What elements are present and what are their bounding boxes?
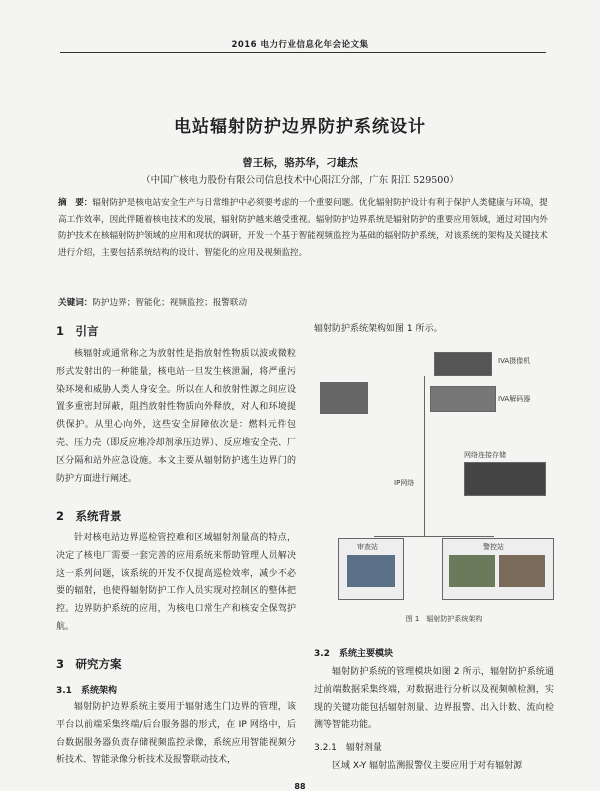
label-iva-decoder: IVA解码器 [498,395,531,403]
authors: 曾王标，骆苏华，刁雄杰 [242,157,358,169]
monitor-icon [449,555,495,587]
keywords-label: 关键词： [58,298,93,308]
monitor-icon [499,555,545,587]
network-line [424,376,425,536]
keywords-text: 防护边界；智能化；视频监控；报警联动 [92,298,248,308]
section-3-2-1-heading: 3.2.1 辐射剂量 [314,743,382,753]
section-3-2-paragraph: 辐射防护系统的管理模块如图 2 所示，辐射防护系统通过前端数据采集终端，对数据进行分析以及视频帧检测，实现的关键功能包括辐射剂量、边界报警、出入计数、流向检测等智能功能。 [314,667,554,731]
section-3-1-paragraph: 辐射防护边界系统主要用于辐射逃生门边界的管理，该平台以前端采集终端/后台服务器的形式，在 IP 网络中，后台数据服务器负责存储视频监控录像，系统应用智能视频分析技术、智能录像分析技术及报警联动技术， [56,702,296,766]
monitoring-station [442,538,554,600]
decoder-icon [430,386,496,412]
header-rule [60,52,546,53]
section-2-heading: 2 系统背景 [56,509,122,523]
section-2-paragraph: 针对核电站边界巡检管控难和区域辐射剂量高的特点，决定了核电厂需要一套完善的应用系统来帮助管理人员解决这一系列问题，该系统的开发不仅提高巡检效率，减少不必要的辐射，也使得辐射防护工作人员实现对控制区的整体把控。边界防护系统的应用，为核电口常生产和核安全保驾护航。 [56,533,296,632]
monitor-icon [347,555,395,587]
label-storage: 网络连接存储 [464,451,506,459]
label-ip-network: IP网络 [394,479,415,487]
storage-icon [464,462,546,496]
camera-icon [434,352,492,376]
abstract-text: 辐射防护是核电站安全生产与日常维护中必须要考虑的一个重要问题。优化辐射防护设计有利于保护人类健康与环境，提高工作效率，因此伴随着核电技术的发展，辐射防护越来越受重视。辐射防护边界系统是辐射防护的重要应用领域，通过对国内外防护技术在核辐射防护领域的应用和现状的调研，开发一个基于智能视频监控为基础的辐射防护系统，对该系统的架构及关键技术进行介绍，主要包括系统结构的设计、智能化的应用及视频监控。 [58,198,548,258]
label-iva-camera: IVA摄像机 [498,357,531,365]
section-3-1-heading: 3.1 系统架构 [56,686,117,696]
journal-header: 2016 电力行业信息化年会论文集 [231,40,369,50]
keywords [58,296,548,308]
paper-title: 电站辐射防护边界防护系统设计 [174,117,426,137]
architecture-figure [314,346,554,623]
page-number: 88 [294,782,306,791]
network-line-horizontal [374,536,494,537]
label-review-station: 审查站 [357,543,378,551]
section-3-2-1-paragraph: 区域 X-Y 辐射监测报警仪主要应用于对有辐射源 [332,761,523,771]
figure-intro: 辐射防护系统架构如图 1 所示。 [314,324,443,334]
section-1-heading: 1 引言 [56,324,99,338]
affiliation: （中国广核电力股份有限公司信息技术中心阳江分部，广东 阳江 529500） [141,175,459,186]
section-3-2-heading: 3.2 系统主要模块 [314,649,393,659]
review-station [338,538,404,600]
label-monitoring-station: 警控站 [483,543,504,551]
section-1-paragraph: 核辐射或通常称之为放射性是指放射性物质以波或微粒形式发射出的一种能量，核电站一旦发生核泄漏，将严重污染环境和威胁人类人身安全。所以在人和放射性源之间应设置多重密封屏蔽，阻挡放射性物质向外释放，对人和环境提供保护。从里心向外，这些安全屏障依次是：燃料元件包壳、压力壳（即反应堆冷却剂承压边界）、反应堆安全壳、厂区分隔和站外应急设施。本文主要从辐射防护逃生边界门的防护方面进行阐述。 [56,349,296,484]
figure-caption: 图 1 辐射防护系统架构 [405,615,483,623]
abstract-label: 摘 要： [58,198,93,208]
encoder-device-icon [320,382,368,414]
section-3-heading: 3 研究方案 [56,657,122,671]
abstract [58,195,548,261]
